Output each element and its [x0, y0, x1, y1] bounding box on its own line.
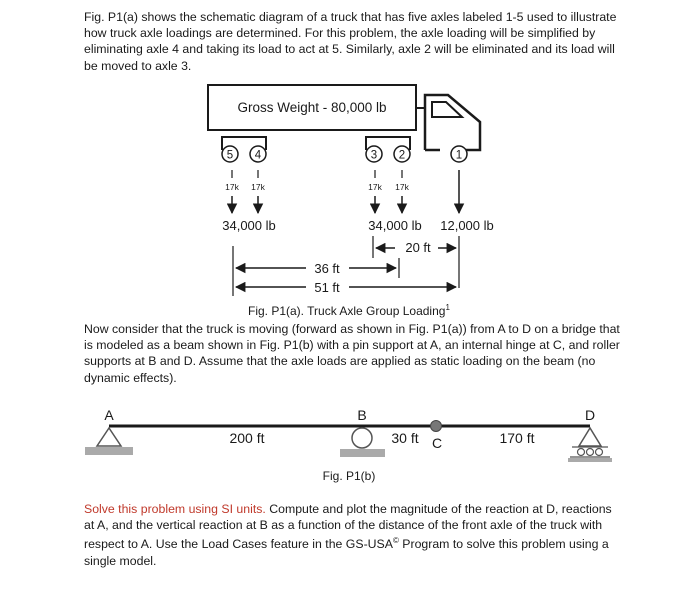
beam-diagram [85, 407, 612, 483]
support-label-d: D [584, 407, 596, 423]
axle-load-3: 17k [368, 182, 382, 192]
roller-support-b [340, 428, 385, 457]
bridge-description-paragraph: Now consider that the truck is moving (forward as shown in Fig. P1(a)) from A to D on a bridge that is modeled as a beam shown in Fig. P1(b) with a pin support at A, an internal hinge at C, and roller supports at B and D. Assume that the axle loads are applied as static loading on the beam (no dynamic effects). [84, 322, 620, 385]
axle-4 [250, 146, 266, 162]
dim-51ft-label: 51 ft [314, 280, 340, 295]
pin-support-a [85, 428, 133, 455]
internal-hinge-c [431, 421, 443, 452]
mid-group-load: 34,000 lb [368, 218, 422, 233]
svg-text:2: 2 [398, 149, 406, 162]
figure-b-caption: Fig. P1(b) [322, 469, 376, 483]
svg-text:4: 4 [254, 149, 262, 162]
span-bc-label: 30 ft [391, 430, 419, 446]
svg-text:5: 5 [226, 149, 234, 162]
axle-5 [222, 146, 238, 162]
dim-36ft-label: 36 ft [314, 261, 340, 276]
svg-text:1: 1 [455, 149, 463, 162]
axle-load-4: 17k [251, 182, 265, 192]
front-axle-load: 12,000 lb [440, 218, 494, 233]
support-label-b: B [357, 407, 367, 423]
support-label-a: A [104, 407, 114, 423]
axle-load-2: 17k [395, 182, 409, 192]
task-paragraph: Solve this problem using SI units. Compute and plot the magnitude of the reaction at D, reactions at A, and the vertical reaction at B as a function of the distance of the front axle of the truck with respect to A. Use the Load Cases feature in the GS-USA© Program to solve this problem using a single model. [84, 502, 612, 568]
axle-2 [394, 146, 410, 162]
axle-3 [366, 146, 382, 162]
rear-group-load: 34,000 lb [222, 218, 276, 233]
hinge-label-c: C [431, 435, 443, 451]
axle-load-5: 17k [225, 182, 239, 192]
figure-a-caption: Fig. P1(a). Truck Axle Group Loading$^1$ [248, 303, 450, 318]
problem-intro-paragraph: Fig. P1(a) shows the schematic diagram of a truck that has five axles labeled 1-5 used to illustrate how truck axle loadings are determined. For this problem, the axle loading will be simplified by eliminating axle 4 and taking its load to act at 5. Similarly, axle 2 will be eliminated and its load will be moved to axle 3. [84, 10, 617, 73]
dim-20ft-label: 20 ft [405, 240, 431, 255]
copyright-mark: © [392, 536, 399, 546]
svg-text:3: 3 [370, 149, 378, 162]
si-units-instruction: Solve this problem using SI units. [84, 502, 266, 516]
span-ab-label: 200 ft [229, 430, 265, 446]
roller-support-d [568, 428, 612, 462]
axle-1 [451, 146, 467, 162]
span-cd-label: 170 ft [499, 430, 535, 446]
cab-icon [425, 95, 480, 150]
truck-axle-diagram [208, 85, 494, 318]
gross-weight-label: Gross Weight - 80,000 lb [237, 100, 387, 115]
